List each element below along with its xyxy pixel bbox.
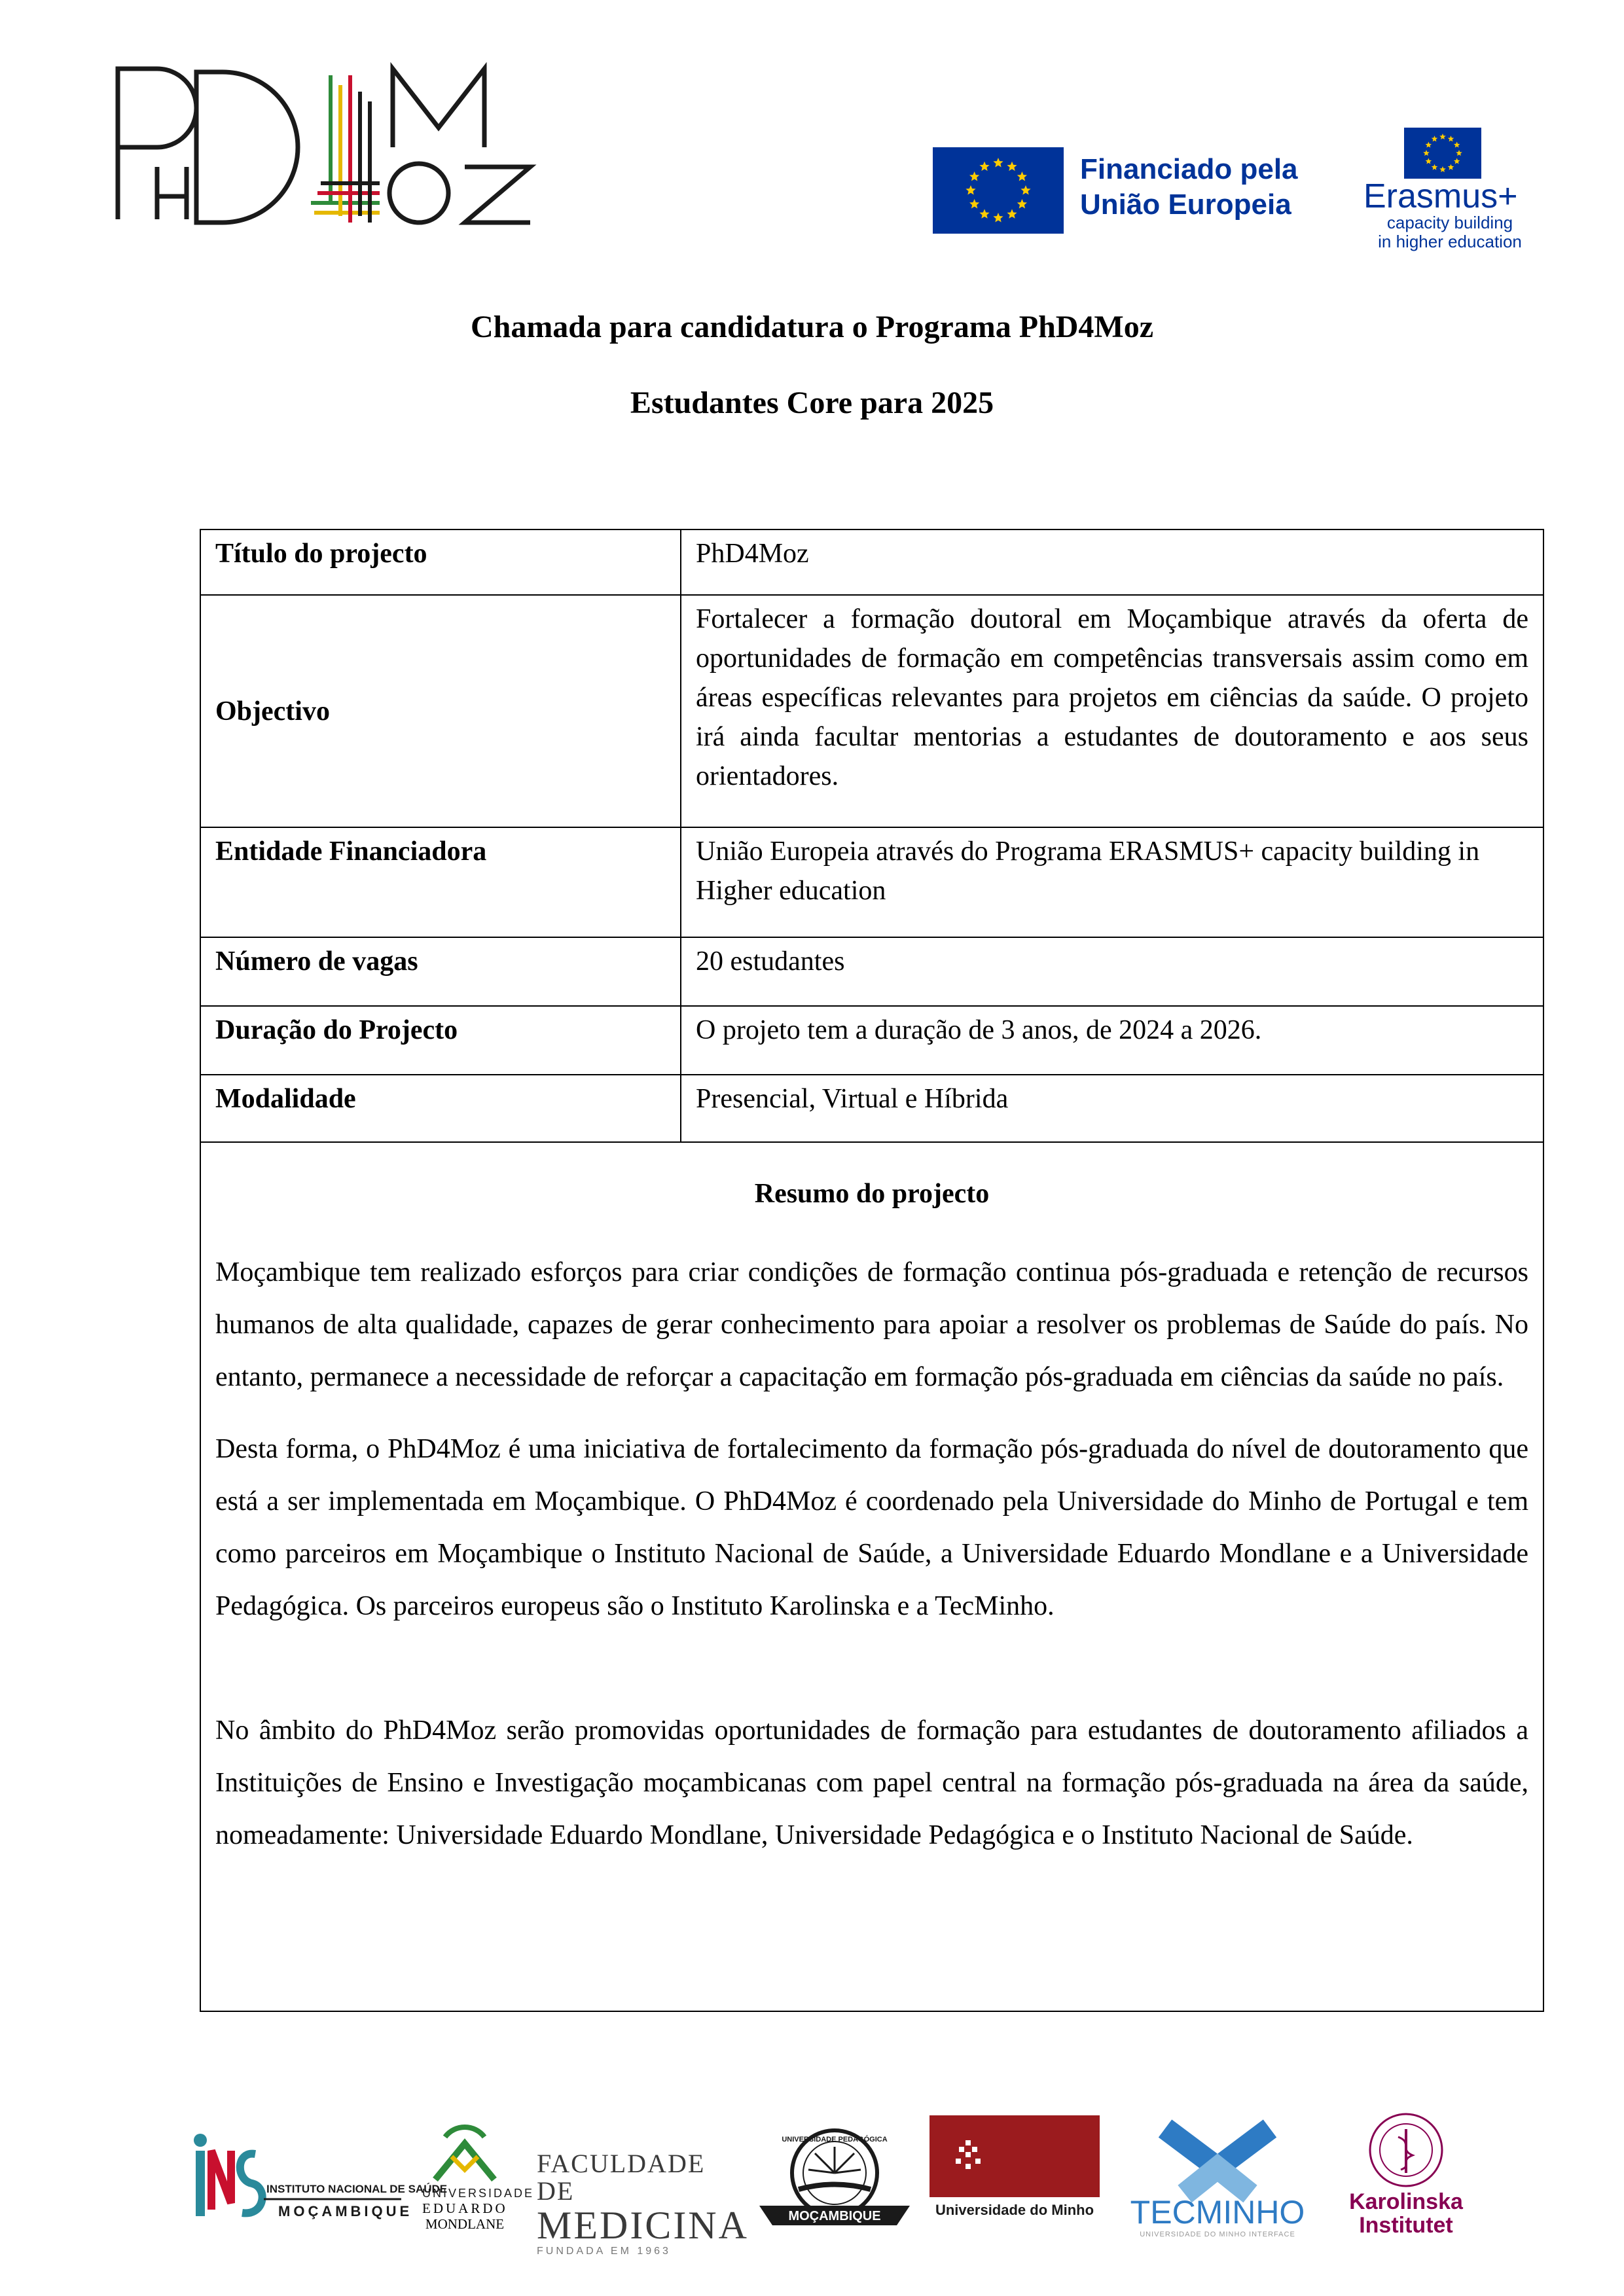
row-label: Objectivo	[200, 595, 681, 827]
summary-paragraph: Moçambique tem realizado esforços para criar condições de formação continua pós-graduada e retenção de recursos humanos de alta qualidade, capazes de gerar conhecimento para apoiar a resolver os problemas de Saúde do país. No entanto, permanece a necessidade de reforçar a capacitação em formação pós-graduada em ciências da saúde no país.	[215, 1257, 1528, 1392]
eu-flag-icon	[933, 147, 1064, 234]
row-label: Entidade Financiadora	[200, 827, 681, 937]
eu-star-icon	[1456, 150, 1462, 156]
table-row	[200, 595, 1543, 827]
eu-star-icon	[993, 213, 1003, 223]
eu-star-icon	[1017, 171, 1027, 181]
row-value: Fortalecer a formação doutoral em Moçambique através da oferta de oportunidades de formação em competências transversais assim como em áreas específicas relevantes para projetos em ciências da saúde. O projeto irá ainda facultar mentorias a estudantes de doutoramento e aos seus orientadores.	[681, 595, 1543, 827]
erasmus-flag-icon	[1404, 128, 1481, 179]
erasmus-sub-line1: capacity building	[1386, 213, 1513, 232]
table-row	[200, 827, 1543, 937]
summary-paragraph: No âmbito do PhD4Moz serão promovidas oportunidades de formação para estudantes de doutoramento afiliados a Instituições de Ensino e Investigação moçambicanas com papel central na formação pós-graduada na área da saúde, nomeadamente: Universidade Eduardo Mondlane, Universidade Pedagógica e o Instituto Nacional de Saúde.	[215, 1715, 1528, 1850]
ins-logo	[193, 2131, 448, 2223]
eu-funding-line2: União Europeia	[1080, 188, 1291, 221]
row-value: Presencial, Virtual e Híbrida	[681, 1075, 1543, 1142]
eu-star-icon	[1439, 166, 1446, 172]
document-title: Chamada para candidatura o Programa PhD4Moz	[470, 310, 1154, 344]
um-logo	[929, 2115, 1100, 2220]
eu-star-icon	[979, 209, 989, 218]
erasmus-sub-line2: in higher education	[1378, 232, 1522, 251]
karolinska-logo	[1347, 2111, 1465, 2242]
up-arc-text: UNIVERSIDADE PEDAGÓGICA	[782, 2136, 888, 2144]
eu-funding-line1: Financiado pela	[1080, 153, 1298, 185]
faculdade-medicina-logo	[537, 2149, 749, 2257]
tecminho-sub: UNIVERSIDADE DO MINHO INTERFACE	[1140, 2231, 1295, 2238]
eu-star-icon	[1439, 134, 1446, 139]
eu-star-icon	[1432, 164, 1438, 170]
row-value: O projeto tem a duração de 3 anos, de 2024 a 2026.	[681, 1006, 1543, 1075]
erasmus-brand: Erasmus+	[1363, 177, 1518, 215]
up-emblem-icon	[753, 2127, 916, 2232]
uem-line2: EDUARDO	[422, 2200, 508, 2216]
fm-line2: MEDICINA	[537, 2204, 749, 2247]
row-label: Duração do Projecto	[200, 1006, 681, 1075]
table-row	[200, 937, 1543, 1006]
eu-star-icon	[1423, 150, 1430, 156]
um-name: Universidade do Minho	[935, 2202, 1094, 2218]
eu-star-icon	[1454, 158, 1460, 164]
row-label: Número de vagas	[200, 937, 681, 1006]
eu-star-icon	[1426, 158, 1432, 164]
row-label: Modalidade	[200, 1075, 681, 1142]
row-label: Título do projecto	[200, 529, 681, 595]
uem-line1: UNIVERSIDADE	[422, 2187, 535, 2200]
eu-star-icon	[1426, 142, 1432, 148]
eu-funding-label	[1080, 152, 1298, 223]
ins-emblem-icon	[193, 2131, 448, 2223]
eu-star-icon	[1017, 199, 1027, 209]
tecminho-logo	[1123, 2115, 1312, 2240]
tecminho-emblem-icon	[1123, 2115, 1312, 2240]
ki-line1: Karolinska	[1349, 2189, 1463, 2214]
fm-line1: FACULDADE DE	[537, 2149, 706, 2206]
eu-star-icon	[979, 162, 989, 171]
uem-logo	[422, 2117, 535, 2242]
project-info-table	[200, 529, 1544, 1143]
eu-star-icon	[1432, 135, 1438, 141]
row-value: 20 estudantes	[681, 937, 1543, 1006]
eu-star-icon	[969, 171, 979, 181]
uem-emblem-icon	[422, 2117, 507, 2183]
eu-star-icon	[965, 185, 975, 195]
ins-country: MOÇAMBIQUE	[278, 2203, 413, 2219]
eu-star-icon	[1454, 142, 1460, 148]
document-subtitle: Estudantes Core para 2025	[630, 386, 994, 420]
karolinska-emblem-icon	[1347, 2111, 1465, 2242]
project-summary	[200, 1141, 1544, 2012]
eu-star-icon	[1448, 164, 1454, 170]
up-logo	[753, 2127, 916, 2232]
table-row	[200, 529, 1543, 595]
summary-heading: Resumo do projecto	[754, 1179, 990, 1209]
erasmus-subtitle	[1365, 213, 1535, 251]
uem-line3: MONDLANE	[425, 2216, 505, 2232]
table-row	[200, 1006, 1543, 1075]
eu-star-icon	[993, 158, 1003, 168]
phd4moz-logo	[111, 62, 576, 232]
up-banner-text: MOÇAMBIQUE	[788, 2209, 881, 2223]
fm-line3: FUNDADA EM 1963	[537, 2246, 671, 2257]
eu-star-icon	[1007, 209, 1017, 218]
row-value: PhD4Moz	[681, 529, 1543, 595]
um-emblem-icon	[929, 2115, 1100, 2220]
tecminho-name: TECMINHO	[1130, 2194, 1305, 2231]
eu-star-icon	[1020, 185, 1030, 195]
ki-line2: Institutet	[1359, 2213, 1453, 2238]
summary-paragraph: Desta forma, o PhD4Moz é uma iniciativa de fortalecimento da formação pós-graduada do nível de doutoramento que está a ser implementada em Moçambique. O PhD4Moz é coordenado pela Universidade do Minho de Portugal e tem como parceiros em Moçambique o Instituto Nacional de Saúde, a Universidade Eduardo Mondlane e a Universidade Pedagógica. Os parceiros europeus são o Instituto Karolinska e a TecMinho.	[215, 1434, 1528, 1621]
table-row	[200, 1075, 1543, 1142]
eu-star-icon	[1448, 135, 1454, 141]
row-value: União Europeia através do Programa ERASMUS+ capacity building in Higher education	[681, 827, 1543, 937]
ins-name: INSTITUTO NACIONAL DE SAÚDE	[266, 2183, 448, 2195]
eu-star-icon	[1007, 162, 1017, 171]
eu-star-icon	[969, 199, 979, 209]
